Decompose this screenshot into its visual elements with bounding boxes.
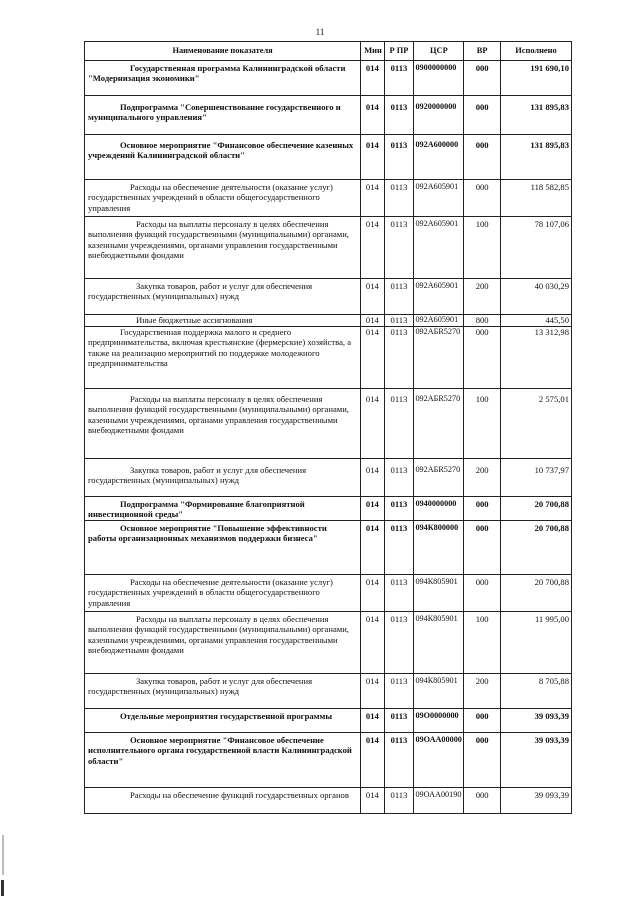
header-amount: Исполнено bbox=[500, 42, 571, 61]
row-name: Основное мероприятие "Финансовое обеспечение исполнительного органа государственной власти Калининградской области" bbox=[85, 733, 361, 788]
table-row bbox=[85, 135, 572, 180]
row-csr: 0940000000 bbox=[414, 497, 464, 521]
row-rpr: 0113 bbox=[384, 389, 414, 459]
row-min: 014 bbox=[361, 315, 384, 327]
row-amount: 20 700,88 bbox=[500, 575, 571, 612]
row-min: 014 bbox=[361, 459, 384, 497]
row-rpr: 0113 bbox=[384, 521, 414, 575]
row-vr: 000 bbox=[464, 180, 501, 217]
row-vr: 200 bbox=[464, 674, 501, 709]
row-rpr: 0113 bbox=[384, 135, 414, 180]
row-csr: 09ОАА00000 bbox=[414, 733, 464, 788]
row-csr: 092АБR5270 bbox=[414, 389, 464, 459]
row-vr: 000 bbox=[464, 575, 501, 612]
row-min: 014 bbox=[361, 733, 384, 788]
row-min: 014 bbox=[361, 521, 384, 575]
table-row bbox=[85, 612, 572, 674]
row-min: 014 bbox=[361, 575, 384, 612]
row-amount: 39 093,39 bbox=[500, 788, 571, 814]
row-amount: 445,50 bbox=[500, 315, 571, 327]
row-vr: 000 bbox=[464, 709, 501, 733]
row-name: Основное мероприятие "Финансовое обеспечение казенных учреждений Калининградской области" bbox=[85, 135, 361, 180]
table-row bbox=[85, 389, 572, 459]
row-rpr: 0113 bbox=[384, 61, 414, 96]
row-rpr: 0113 bbox=[384, 279, 414, 315]
row-name: Расходы на обеспечение деятельности (оказание услуг) государственных учреждений в области общегосударственного управления bbox=[85, 180, 361, 217]
header-vr: ВР bbox=[464, 42, 501, 61]
row-amount: 191 690,10 bbox=[500, 61, 571, 96]
row-name: Расходы на выплаты персоналу в целях обеспечения выполнения функций государственными (муниципальными) органами, казенными учреждениями, органами управления государственными внебюджетными фондами bbox=[85, 217, 361, 279]
row-name: Основное мероприятие "Повышение эффективности работы организационных механизмов поддержки бизнеса" bbox=[85, 521, 361, 575]
row-amount: 39 093,39 bbox=[500, 709, 571, 733]
row-amount: 8 705,88 bbox=[500, 674, 571, 709]
row-amount: 2 575,01 bbox=[500, 389, 571, 459]
row-amount: 11 995,00 bbox=[500, 612, 571, 674]
row-vr: 000 bbox=[464, 497, 501, 521]
table-row bbox=[85, 61, 572, 96]
row-min: 014 bbox=[361, 180, 384, 217]
row-min: 014 bbox=[361, 135, 384, 180]
row-min: 014 bbox=[361, 96, 384, 135]
row-csr: 09ОАА00190 bbox=[414, 788, 464, 814]
row-rpr: 0113 bbox=[384, 180, 414, 217]
row-csr: 092АБR5270 bbox=[414, 327, 464, 389]
row-amount: 10 737,97 bbox=[500, 459, 571, 497]
row-amount: 78 107,06 bbox=[500, 217, 571, 279]
row-csr: 092А605901 bbox=[414, 315, 464, 327]
row-vr: 100 bbox=[464, 389, 501, 459]
header-min: Мин bbox=[361, 42, 384, 61]
row-vr: 800 bbox=[464, 315, 501, 327]
row-min: 014 bbox=[361, 788, 384, 814]
row-vr: 000 bbox=[464, 61, 501, 96]
row-csr: 094К800000 bbox=[414, 521, 464, 575]
row-name: Иные бюджетные ассигнования bbox=[85, 315, 361, 327]
row-csr: 094К805901 bbox=[414, 674, 464, 709]
table-row bbox=[85, 575, 572, 612]
row-amount: 131 895,83 bbox=[500, 135, 571, 180]
table-row bbox=[85, 674, 572, 709]
table-row bbox=[85, 788, 572, 814]
row-name: Расходы на обеспечение деятельности (оказание услуг) государственных учреждений в области общегосударственного управления bbox=[85, 575, 361, 612]
row-rpr: 0113 bbox=[384, 733, 414, 788]
row-min: 014 bbox=[361, 389, 384, 459]
table-row bbox=[85, 459, 572, 497]
row-name: Подпрограмма "Совершенствование государственного и муниципального управления" bbox=[85, 96, 361, 135]
scan-edge-mark bbox=[2, 835, 4, 875]
table-row bbox=[85, 327, 572, 389]
row-rpr: 0113 bbox=[384, 612, 414, 674]
row-name: Закупка товаров, работ и услуг для обеспечения государственных (муниципальных) нужд bbox=[85, 674, 361, 709]
row-amount: 20 700,88 bbox=[500, 521, 571, 575]
row-vr: 200 bbox=[464, 279, 501, 315]
row-name: Отдельные мероприятия государственной программы bbox=[85, 709, 361, 733]
row-min: 014 bbox=[361, 709, 384, 733]
row-rpr: 0113 bbox=[384, 459, 414, 497]
row-vr: 200 bbox=[464, 459, 501, 497]
row-name: Расходы на выплаты персоналу в целях обеспечения выполнения функций государственными (муниципальными) органами, казенными учреждениями, органами управления государственными внебюджетными фондами bbox=[85, 612, 361, 674]
row-amount: 131 895,83 bbox=[500, 96, 571, 135]
table-row bbox=[85, 96, 572, 135]
table-row bbox=[85, 733, 572, 788]
row-amount: 118 582,85 bbox=[500, 180, 571, 217]
row-amount: 20 700,88 bbox=[500, 497, 571, 521]
row-rpr: 0113 bbox=[384, 315, 414, 327]
page-number: 11 bbox=[315, 27, 325, 37]
scan-edge-mark bbox=[1, 880, 4, 896]
header-rpr: Р ПР bbox=[384, 42, 414, 61]
table-row bbox=[85, 279, 572, 315]
row-name: Государственная программа Калининградской области "Модернизация экономики" bbox=[85, 61, 361, 96]
row-csr: 094К805901 bbox=[414, 612, 464, 674]
row-min: 014 bbox=[361, 497, 384, 521]
table-header-row bbox=[85, 42, 572, 61]
row-amount: 39 093,39 bbox=[500, 733, 571, 788]
row-name: Расходы на выплаты персоналу в целях обеспечения выполнения функций государственными (муниципальными) органами, казенными учреждениями, органами управления государственными внебюджетными фондами bbox=[85, 389, 361, 459]
row-vr: 000 bbox=[464, 733, 501, 788]
row-vr: 000 bbox=[464, 327, 501, 389]
row-amount: 13 312,98 bbox=[500, 327, 571, 389]
row-min: 014 bbox=[361, 61, 384, 96]
row-rpr: 0113 bbox=[384, 96, 414, 135]
row-csr: 09O0000000 bbox=[414, 709, 464, 733]
header-name: Наименование показателя bbox=[85, 42, 361, 61]
row-name: Подпрограмма "Формирование благоприятной инвестиционной среды" bbox=[85, 497, 361, 521]
row-vr: 100 bbox=[464, 217, 501, 279]
row-min: 014 bbox=[361, 674, 384, 709]
row-vr: 000 bbox=[464, 135, 501, 180]
row-csr: 092АБR5270 bbox=[414, 459, 464, 497]
row-csr: 092А605901 bbox=[414, 217, 464, 279]
row-vr: 000 bbox=[464, 96, 501, 135]
row-rpr: 0113 bbox=[384, 327, 414, 389]
row-rpr: 0113 bbox=[384, 709, 414, 733]
table-row bbox=[85, 709, 572, 733]
row-name: Расходы на обеспечение функций государственных органов bbox=[85, 788, 361, 814]
row-rpr: 0113 bbox=[384, 674, 414, 709]
row-name: Государственная поддержка малого и среднего предпринимательства, включая крестьянские (фермерские) хозяйства, а также на реализацию мероприятий по поддержке молодежного предпринимательства bbox=[85, 327, 361, 389]
row-vr: 000 bbox=[464, 521, 501, 575]
row-name: Закупка товаров, работ и услуг для обеспечения государственных (муниципальных) нужд bbox=[85, 279, 361, 315]
row-csr: 092А605901 bbox=[414, 180, 464, 217]
row-min: 014 bbox=[361, 327, 384, 389]
row-rpr: 0113 bbox=[384, 788, 414, 814]
row-csr: 0900000000 bbox=[414, 61, 464, 96]
table-row bbox=[85, 315, 572, 327]
row-min: 014 bbox=[361, 279, 384, 315]
row-name: Закупка товаров, работ и услуг для обеспечения государственных (муниципальных) нужд bbox=[85, 459, 361, 497]
header-csr: ЦСР bbox=[414, 42, 464, 61]
row-vr: 100 bbox=[464, 612, 501, 674]
row-csr: 092А605901 bbox=[414, 279, 464, 315]
row-amount: 40 030,29 bbox=[500, 279, 571, 315]
row-min: 014 bbox=[361, 217, 384, 279]
row-rpr: 0113 bbox=[384, 497, 414, 521]
budget-table bbox=[84, 41, 572, 814]
table-row bbox=[85, 521, 572, 575]
row-vr: 000 bbox=[464, 788, 501, 814]
row-rpr: 0113 bbox=[384, 575, 414, 612]
row-csr: 092А600000 bbox=[414, 135, 464, 180]
table-row bbox=[85, 497, 572, 521]
row-rpr: 0113 bbox=[384, 217, 414, 279]
row-csr: 094К805901 bbox=[414, 575, 464, 612]
table-row bbox=[85, 217, 572, 279]
table-row bbox=[85, 180, 572, 217]
row-csr: 0920000000 bbox=[414, 96, 464, 135]
row-min: 014 bbox=[361, 612, 384, 674]
